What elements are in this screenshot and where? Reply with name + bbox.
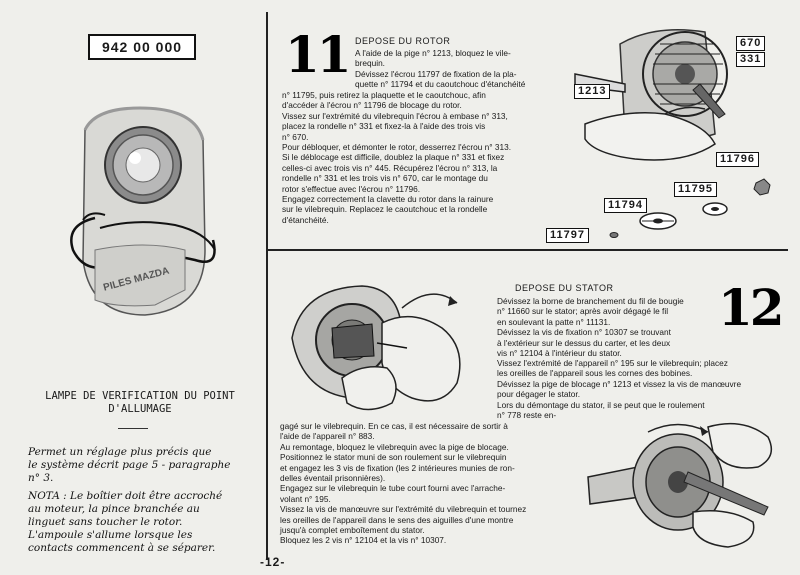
section-12-number: 12 (718, 278, 782, 337)
section-11-number: 11 (285, 25, 349, 84)
caption-line-1: LAMPE DE VERIFICATION DU POINT (45, 390, 235, 402)
section-12-text-lower: gagé sur le vilebrequin. En ce cas, il est nécessaire de sortir à l'aide de l'appareil n° 883. Au remontage, bloquez le vilebrequin avec la pige de blocage. Positionnez le stator muni de son roulement sur le vilebrequin et engagez les 3 vis de fixation (les 2 intérieures munies de ron- delles éventail prisonnières). Engagez sur le vilebrequin le tube court fourni avec l'arrache- volant n° 195. Vissez la vis de manœuvre sur l'extrémité du vilebrequin et tournez les oreilles de l'appareil dans le sens des aiguilles d'une montre jusqu'à complet emboîtement du stator. Bloquez les 2 vis n° 12104 et la vis n° 10307. (280, 421, 527, 546)
section-11-text-body: n° 11795, puis retirez la plaquette et le caoutchouc, afin d'accéder à l'écrou n° 11796 de blocage du rotor. Vissez sur l'extrémité du vilebrequin l'écrou à embase n° 313, placez la rondelle n° 331 et fixez-la à l'aide des trois vis n° 670. Pour débloquer, et démonter le rotor, desserrez l'écrou n° 313. Si le déblocage est difficile, doublez la plaque n° 331 et fixez celles-ci avec trois vis n° 445. Récupérez l'écrou n° 313, la rondelle n° 331 et les trois vis n° 670, car le montage du rotor s'effectue avec l'écrou n° 11796. Engagez correctement la clavette du rotor dans la rainure sur le vilebrequin. Replacez le caoutchouc et la rondelle d'étanchéité. (282, 90, 512, 225)
note-2: NOTA : Le boîtier doit être accroché au moteur, la pince branchée au linguet sans toucher le rotor. L'ampoule s'allume lorsque les contacts commencent à se séparer. (28, 490, 223, 554)
section-divider (268, 249, 788, 251)
section-12-text-middle: Vissez l'extrémité de l'appareil n° 195 sur le vilebrequin; placez les oreilles de l'appareil sous les cornes des bobines. Dévissez la pige de blocage n° 1213 et vissez la vis de manœuvre pour dégager le stator. Lors du démontage du stator, il se peut que le roulement n° 778 reste en- (497, 358, 742, 421)
lamp-brand-label: PILES MAZDA (102, 265, 171, 294)
part-label-11796: 11796 (716, 152, 759, 167)
lamp-caption (30, 390, 250, 416)
section-11-title: DEPOSE DU ROTOR (355, 36, 451, 46)
part-label-1213: 1213 (574, 84, 610, 99)
part-label-331: 331 (736, 52, 765, 67)
caption-line-2: D'ALLUMAGE (108, 403, 172, 415)
rotor-parts-exploded (600, 165, 780, 245)
section-11-text-top: A l'aide de la pige n° 1213, bloquez le vile- brequin. Dévissez l'écrou 11797 de fixation de la pla- quette n° 11794 et du caoutchouc d'étanchéité (355, 48, 526, 90)
note-1: Permet un réglage plus précis que le système décrit page 5 - paragraphe n° 3. (28, 446, 231, 484)
stator-disconnect-illustration (282, 268, 492, 418)
test-lamp-illustration (55, 100, 225, 330)
caption-dash (118, 428, 148, 429)
part-label-11797: 11797 (546, 228, 589, 243)
column-divider (266, 12, 268, 560)
part-label-11794: 11794 (604, 198, 647, 213)
section-12-text-upper: Dévissez la borne de branchement du fil de bougie n° 11660 sur le stator; après avoir dégagé le fil en soulevant la patte n° 11131. Dévissez la vis de fixation n° 10307 se trouvant à l'extérieur sur le dessus du carter, et les deux vis n° 12104 à l'intérieur du stator. (497, 296, 684, 359)
stator-puller-illustration (578, 412, 783, 552)
part-label-11795: 11795 (674, 182, 717, 197)
part-label-670: 670 (736, 36, 765, 51)
page-number: -12- (260, 555, 286, 569)
part-number-box: 942 00 000 (88, 34, 196, 60)
section-12-title: DEPOSE DU STATOR (515, 283, 614, 293)
